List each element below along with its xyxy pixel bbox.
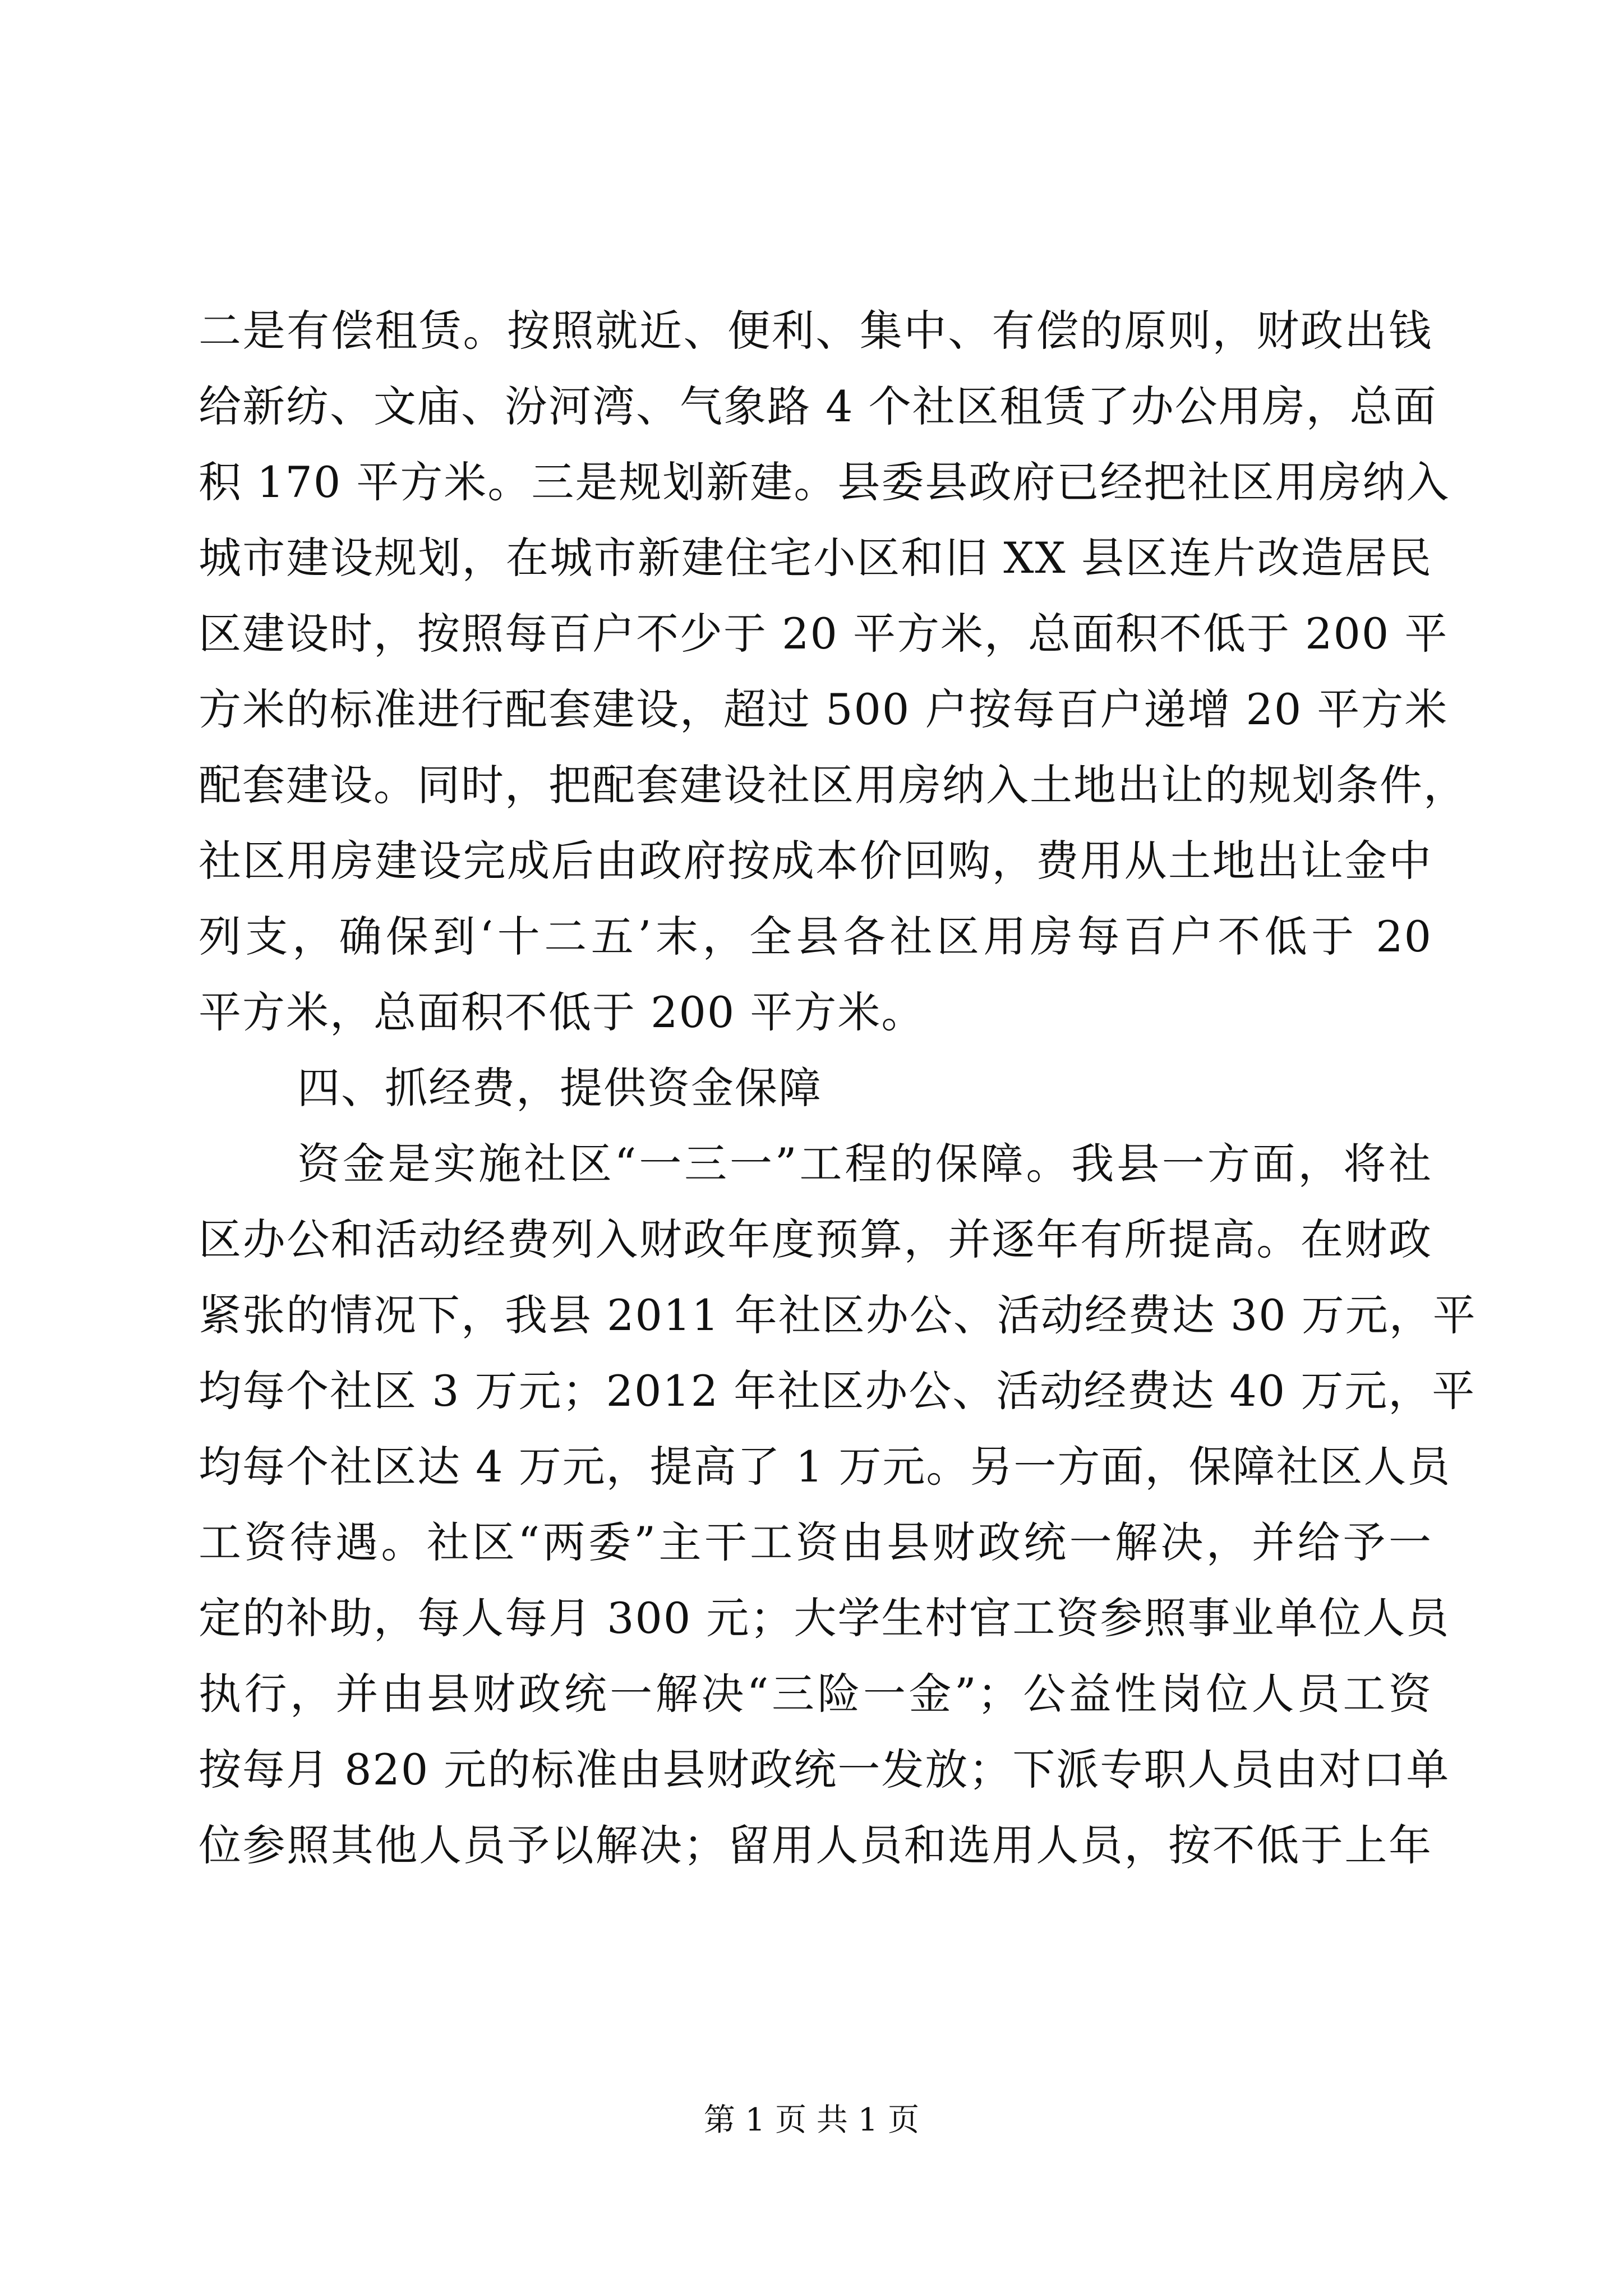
text-line: 资金是实施社区“一三一”工程的保障。我县一方面，将社 xyxy=(297,1139,1432,1189)
text-line: 区建设时，按照每百户不少于 20 平方米，总面积不低于 200 平 xyxy=(199,609,1449,659)
text-line: 均每个社区 3 万元；2012 年社区办公、活动经费达 40 万元，平 xyxy=(199,1366,1476,1416)
text-line: 配套建设。同时，把配套建设社区用房纳入土地出让的规划条件， xyxy=(199,760,1467,810)
text-line: 区办公和活动经费列入财政年度预算，并逐年有所提高。在财政 xyxy=(199,1214,1432,1264)
text-line: 均每个社区达 4 万元，提高了 1 万元。另一方面，保障社区人员 xyxy=(199,1442,1451,1492)
text-line: 城市建设规划，在城市新建住宅小区和旧 XX 县区连片改造居民 xyxy=(199,533,1432,583)
text-line: 工资待遇。社区“两委”主干工资由县财政统一解决，并给予一 xyxy=(199,1517,1432,1567)
text-line: 紧张的情况下，我县 2011 年社区办公、活动经费达 30 万元，平 xyxy=(199,1290,1477,1340)
text-line: 方米的标准进行配套建设，超过 500 户按每百户递增 20 平方米 xyxy=(199,684,1449,734)
text-line: 列支，确保到‘十二五’末，全县各社区用房每百户不低于 20 xyxy=(199,912,1432,961)
page-number-label: 第 1 页 共 1 页 xyxy=(703,2102,920,2138)
text-line: 积 170 平方米。三是规划新建。县委县政府已经把社区用房纳入 xyxy=(199,457,1450,507)
section-heading: 四、抓经费，提供资金保障 xyxy=(297,1063,822,1113)
text-line: 执行，并由县财政统一解决“三险一金”；公益性岗位人员工资 xyxy=(199,1669,1432,1719)
text-line: 给新纺、文庙、汾河湾、气象路 4 个社区租赁了办公用房，总面 xyxy=(199,381,1437,431)
text-line: 社区用房建设完成后由政府按成本价回购，费用从土地出让金中 xyxy=(199,836,1432,886)
text-line: 二是有偿租赁。按照就近、便利、集中、有偿的原则，财政出钱 xyxy=(199,306,1432,356)
page-footer xyxy=(0,2098,1623,2143)
text-line: 位参照其他人员予以解决；留用人员和选用人员，按不低于上年 xyxy=(199,1820,1432,1870)
text-line: 按每月 820 元的标准由县财政统一发放；下派专职人员由对口单 xyxy=(199,1745,1450,1795)
text-line: 定的补助，每人每月 300 元；大学生村官工资参照事业单位人员 xyxy=(199,1593,1450,1643)
text-line: 平方米，总面积不低于 200 平方米。 xyxy=(199,987,925,1037)
